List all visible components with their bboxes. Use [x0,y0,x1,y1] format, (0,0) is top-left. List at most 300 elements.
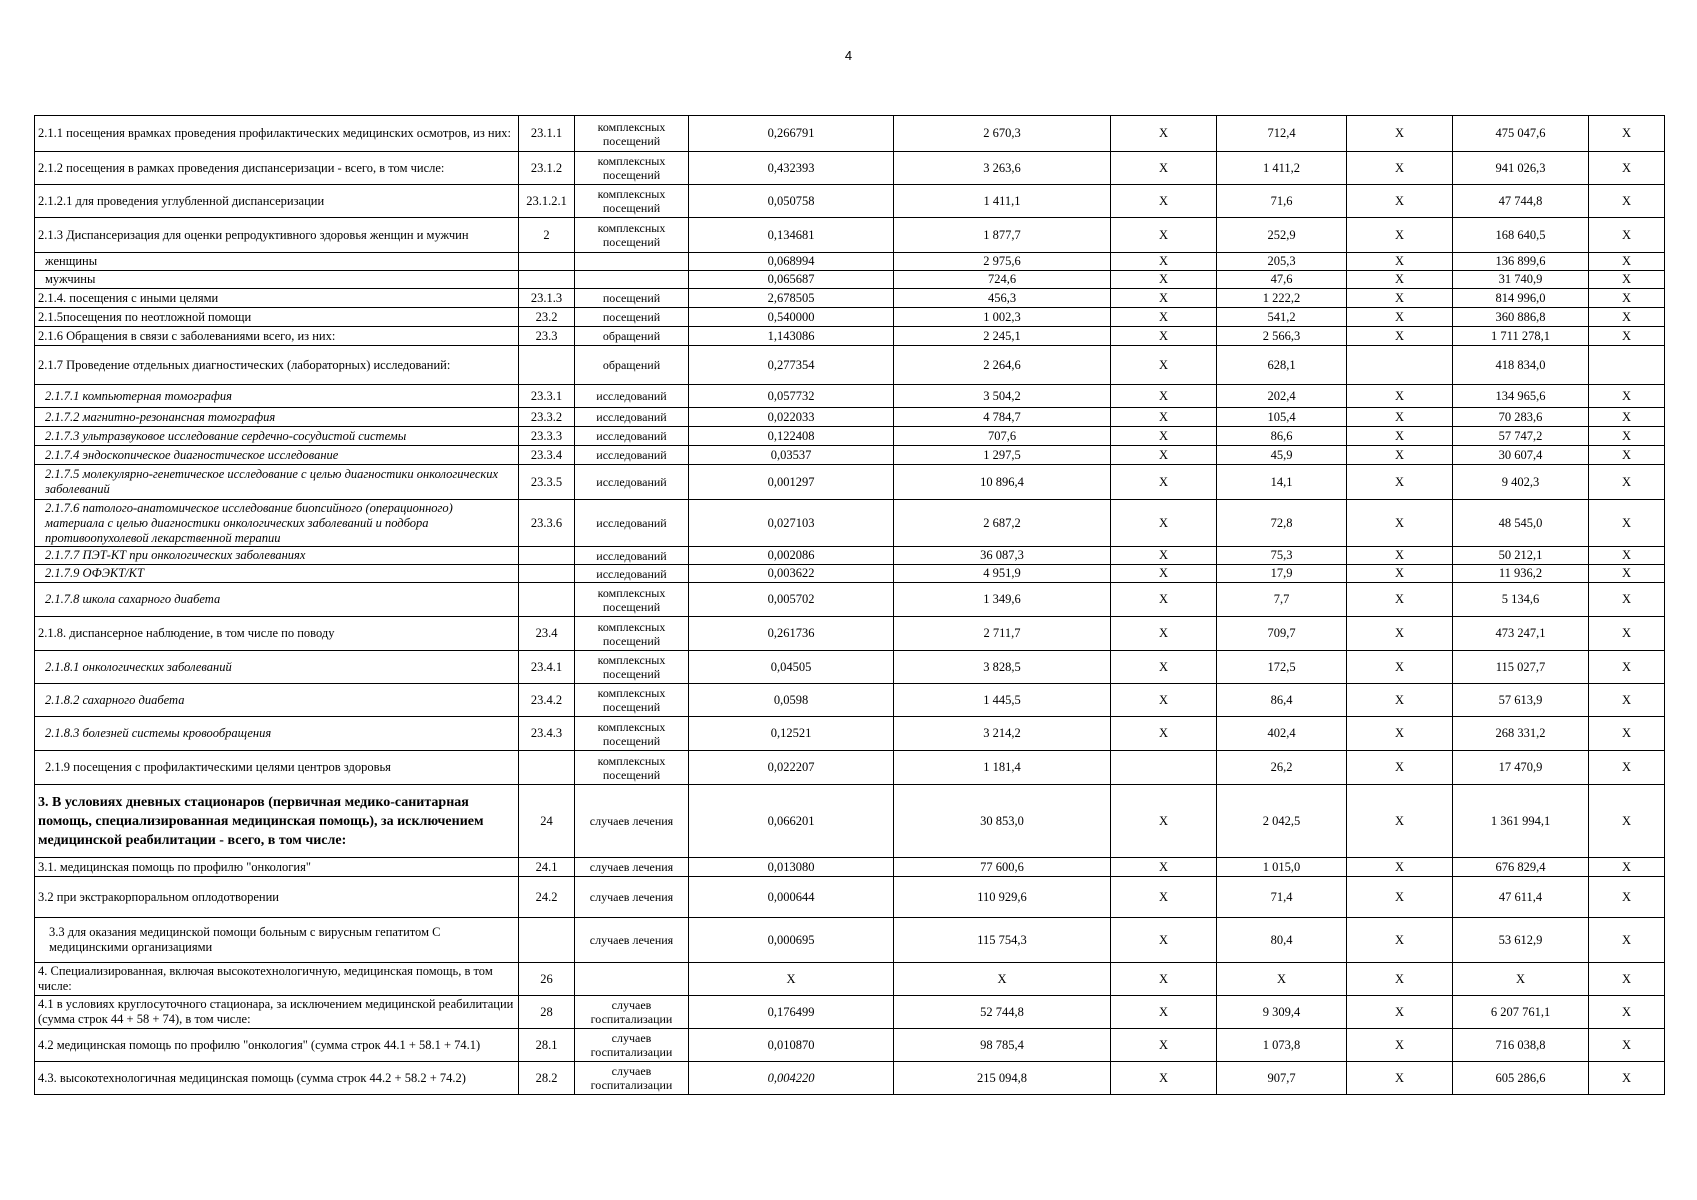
cell-v6: 1 361 994,1 [1453,785,1589,858]
cell-unit: исследований [575,547,689,565]
cell-v4: 17,9 [1217,565,1347,583]
cell-v4: 80,4 [1217,918,1347,963]
cell-code: 23.1.2 [519,152,575,185]
cell-v1: 0,066201 [689,785,894,858]
cell-v5: X [1347,253,1453,271]
cell-v2: 2 245,1 [894,327,1111,346]
cell-v6: 17 470,9 [1453,751,1589,785]
cell-v1: 0,068994 [689,253,894,271]
cell-v1: 0,540000 [689,308,894,327]
cell-v6: 676 829,4 [1453,858,1589,877]
cell-v2: 115 754,3 [894,918,1111,963]
cell-v4: 47,6 [1217,271,1347,289]
cell-code: 23.2 [519,308,575,327]
cell-unit: комплексных посещений [575,185,689,218]
cell-v6: 941 026,3 [1453,152,1589,185]
cell-v5: X [1347,271,1453,289]
table-row [35,308,1665,327]
cell-unit: исследований [575,565,689,583]
cell-unit [575,271,689,289]
table-row [35,152,1665,185]
cell-v4: 71,6 [1217,185,1347,218]
cell-v3: X [1111,547,1217,565]
cell-name: 2.1.7.8 школа сахарного диабета [35,583,519,617]
cell-v3: X [1111,617,1217,651]
cell-v1: 0,261736 [689,617,894,651]
cell-v7: X [1589,547,1665,565]
cell-v4: 172,5 [1217,651,1347,684]
cell-v2: 707,6 [894,427,1111,446]
cell-v6: 57 613,9 [1453,684,1589,717]
cell-v4: 628,1 [1217,346,1347,385]
cell-code: 24.1 [519,858,575,877]
cell-unit [575,253,689,271]
table-row [35,427,1665,446]
cell-v2: 3 214,2 [894,717,1111,751]
cell-v3: X [1111,152,1217,185]
cell-code: 26 [519,963,575,996]
cell-code: 23.1.2.1 [519,185,575,218]
cell-unit: исследований [575,465,689,500]
cell-unit: комплексных посещений [575,218,689,253]
cell-v3: X [1111,289,1217,308]
table-row [35,684,1665,717]
cell-v4: 45,9 [1217,446,1347,465]
cell-name: 2.1.2 посещения в рамках проведения диспансеризации - всего, в том числе: [35,152,519,185]
cell-name: 2.1.9 посещения с профилактическими целями центров здоровья [35,751,519,785]
cell-v2: 724,6 [894,271,1111,289]
cell-code: 23.4.1 [519,651,575,684]
cell-v5: X [1347,996,1453,1029]
cell-code: 24.2 [519,877,575,918]
cell-unit: случаев госпитализации [575,1062,689,1095]
cell-v3: X [1111,465,1217,500]
cell-code: 23.3.1 [519,385,575,408]
cell-v1: 0,134681 [689,218,894,253]
cell-v5: X [1347,617,1453,651]
cell-v5: X [1347,408,1453,427]
cell-v7: X [1589,253,1665,271]
cell-v3: X [1111,308,1217,327]
cell-v2: 1 181,4 [894,751,1111,785]
cell-v7: X [1589,308,1665,327]
cell-name: 4.2 медицинская помощь по профилю "онкология" (сумма строк 44.1 + 58.1 + 74.1) [35,1029,519,1062]
cell-v3: X [1111,785,1217,858]
cell-v1: 0,04505 [689,651,894,684]
cell-v4: 26,2 [1217,751,1347,785]
cell-unit: посещений [575,308,689,327]
cell-v5: X [1347,565,1453,583]
cell-name: 3.3 для оказания медицинской помощи больным с вирусным гепатитом С медицинскими организациями [35,918,519,963]
cell-unit: комплексных посещений [575,717,689,751]
cell-unit: комплексных посещений [575,583,689,617]
cell-v7: X [1589,684,1665,717]
cell-name: 2.1.7.5 молекулярно-генетическое исследование с целью диагностики онкологических заболеваний [35,465,519,500]
cell-v7: X [1589,963,1665,996]
cell-v2: 52 744,8 [894,996,1111,1029]
cell-v7: X [1589,996,1665,1029]
cell-code: 28.1 [519,1029,575,1062]
cell-v3: X [1111,565,1217,583]
cell-v2: 1 349,6 [894,583,1111,617]
cell-v6: 70 283,6 [1453,408,1589,427]
cell-v5: X [1347,308,1453,327]
cell-code: 23.3 [519,327,575,346]
cell-v5: X [1347,327,1453,346]
cell-v7: X [1589,289,1665,308]
cell-v1: 0,277354 [689,346,894,385]
cell-unit: исследований [575,427,689,446]
cell-name: 2.1.8. диспансерное наблюдение, в том числе по поводу [35,617,519,651]
cell-v5: X [1347,684,1453,717]
data-table [34,115,1665,1095]
cell-v3: X [1111,218,1217,253]
cell-name: 2.1.7.6 патолого-анатомическое исследование биопсийного (операционного) материала с целью диагностики онкологических заболеваний и подбора противоопухолевой лекарственной терапии [35,500,519,547]
cell-code: 23.3.4 [519,446,575,465]
table-row [35,547,1665,565]
cell-v6: X [1453,963,1589,996]
table-row [35,996,1665,1029]
cell-v1: 0,022207 [689,751,894,785]
cell-name: мужчины [35,271,519,289]
cell-v3: X [1111,346,1217,385]
cell-v6: 134 965,6 [1453,385,1589,408]
table-row [35,1062,1665,1095]
cell-v4: 2 566,3 [1217,327,1347,346]
cell-code [519,346,575,385]
cell-unit: комплексных посещений [575,116,689,152]
cell-v5: X [1347,446,1453,465]
cell-unit: случаев госпитализации [575,1029,689,1062]
cell-v5: X [1347,1062,1453,1095]
cell-unit: исследований [575,446,689,465]
cell-v7: X [1589,152,1665,185]
table-row [35,651,1665,684]
cell-v4: 907,7 [1217,1062,1347,1095]
cell-v1: 0,000695 [689,918,894,963]
table-row [35,271,1665,289]
cell-v3: X [1111,253,1217,271]
cell-v1: 0,03537 [689,446,894,465]
cell-v5: X [1347,500,1453,547]
cell-v3: X [1111,1062,1217,1095]
cell-v3: X [1111,385,1217,408]
cell-v4: 14,1 [1217,465,1347,500]
cell-v7: X [1589,651,1665,684]
cell-v5: X [1347,785,1453,858]
cell-v1: 0,0598 [689,684,894,717]
cell-v6: 268 331,2 [1453,717,1589,751]
cell-v3: X [1111,500,1217,547]
cell-v1: 0,065687 [689,271,894,289]
cell-name: 2.1.3 Диспансеризация для оценки репродуктивного здоровья женщин и мужчин [35,218,519,253]
cell-v6: 11 936,2 [1453,565,1589,583]
cell-v3: X [1111,408,1217,427]
cell-code: 23.4.2 [519,684,575,717]
cell-v7: X [1589,271,1665,289]
cell-v6: 473 247,1 [1453,617,1589,651]
cell-name: 2.1.7.2 магнитно-резонансная томография [35,408,519,427]
cell-v7: X [1589,446,1665,465]
cell-code: 23.4 [519,617,575,651]
cell-v7: X [1589,617,1665,651]
table-row [35,717,1665,751]
table-row [35,963,1665,996]
cell-code: 23.3.2 [519,408,575,427]
cell-v4: X [1217,963,1347,996]
cell-v3: X [1111,271,1217,289]
cell-v1: 0,022033 [689,408,894,427]
cell-unit: случаев лечения [575,785,689,858]
cell-unit: случаев госпитализации [575,996,689,1029]
cell-name: 3.2 при экстракорпоральном оплодотворении [35,877,519,918]
cell-v7: X [1589,465,1665,500]
cell-v2: 1 877,7 [894,218,1111,253]
cell-v6: 716 038,8 [1453,1029,1589,1062]
cell-v1: 0,010870 [689,1029,894,1062]
cell-v4: 71,4 [1217,877,1347,918]
cell-name: 2.1.8.1 онкологических заболеваний [35,651,519,684]
cell-unit: обращений [575,346,689,385]
cell-unit: комплексных посещений [575,751,689,785]
cell-v2: 456,3 [894,289,1111,308]
cell-code [519,547,575,565]
cell-unit: обращений [575,327,689,346]
cell-v4: 2 042,5 [1217,785,1347,858]
cell-unit: случаев лечения [575,918,689,963]
cell-v2: 36 087,3 [894,547,1111,565]
cell-v3: X [1111,684,1217,717]
cell-v1: 0,027103 [689,500,894,547]
cell-v6: 5 134,6 [1453,583,1589,617]
cell-name: 2.1.4. посещения с иными целями [35,289,519,308]
cell-v1: 0,003622 [689,565,894,583]
page-number: 4 [844,48,853,63]
cell-v3: X [1111,996,1217,1029]
cell-v6: 30 607,4 [1453,446,1589,465]
cell-code: 23.3.6 [519,500,575,547]
cell-v6: 57 747,2 [1453,427,1589,446]
cell-v2: 2 687,2 [894,500,1111,547]
cell-v4: 1 411,2 [1217,152,1347,185]
cell-code: 2 [519,218,575,253]
cell-v3: X [1111,185,1217,218]
cell-v3: X [1111,583,1217,617]
cell-v2: 2 670,3 [894,116,1111,152]
cell-v4: 252,9 [1217,218,1347,253]
cell-name: 2.1.1 посещения врамках проведения профилактических медицинских осмотров, из них: [35,116,519,152]
cell-v7: X [1589,858,1665,877]
cell-v6: 9 402,3 [1453,465,1589,500]
table-row [35,253,1665,271]
cell-v2: 30 853,0 [894,785,1111,858]
cell-v7: X [1589,918,1665,963]
cell-v6: 814 996,0 [1453,289,1589,308]
cell-name: 3. В условиях дневных стационаров (первичная медико-санитарная помощь, специализированная медицинская помощь), за исключением медицинской реабилитации - всего, в том числе: [35,785,519,858]
cell-v5: X [1347,1029,1453,1062]
cell-v5: X [1347,427,1453,446]
cell-v1: 0,266791 [689,116,894,152]
cell-v2: 2 975,6 [894,253,1111,271]
cell-v7: X [1589,385,1665,408]
cell-v3: X [1111,877,1217,918]
cell-v4: 105,4 [1217,408,1347,427]
cell-v7: X [1589,877,1665,918]
table-row [35,218,1665,253]
cell-v7 [1589,346,1665,385]
cell-name: 3.1. медицинская помощь по профилю "онкология" [35,858,519,877]
cell-v7: X [1589,1062,1665,1095]
cell-v7: X [1589,717,1665,751]
cell-v5: X [1347,717,1453,751]
cell-code: 28.2 [519,1062,575,1095]
table-row [35,918,1665,963]
cell-v7: X [1589,583,1665,617]
cell-v5 [1347,346,1453,385]
cell-v3: X [1111,327,1217,346]
table-row [35,785,1665,858]
cell-v3: X [1111,918,1217,963]
cell-v2: 4 784,7 [894,408,1111,427]
cell-v5: X [1347,152,1453,185]
cell-code [519,751,575,785]
cell-name: 2.1.7.4 эндоскопическое диагностическое исследование [35,446,519,465]
cell-v6: 47 744,8 [1453,185,1589,218]
table-row [35,858,1665,877]
table-row [35,185,1665,218]
cell-v7: X [1589,218,1665,253]
table-row [35,877,1665,918]
cell-v5: X [1347,185,1453,218]
cell-v7: X [1589,785,1665,858]
cell-v4: 541,2 [1217,308,1347,327]
cell-v4: 1 222,2 [1217,289,1347,308]
cell-v3: X [1111,858,1217,877]
cell-v2: 1 411,1 [894,185,1111,218]
cell-unit: комплексных посещений [575,617,689,651]
cell-name: 2.1.2.1 для проведения углубленной диспансеризации [35,185,519,218]
cell-v6: 168 640,5 [1453,218,1589,253]
cell-v2: 110 929,6 [894,877,1111,918]
cell-v4: 202,4 [1217,385,1347,408]
cell-v4: 712,4 [1217,116,1347,152]
cell-code: 23.4.3 [519,717,575,751]
table-row [35,465,1665,500]
cell-v6: 360 886,8 [1453,308,1589,327]
cell-v1: 0,013080 [689,858,894,877]
cell-v2: 215 094,8 [894,1062,1111,1095]
cell-v3: X [1111,446,1217,465]
table-row [35,583,1665,617]
cell-v1: 0,432393 [689,152,894,185]
cell-v3: X [1111,427,1217,446]
cell-v6: 50 212,1 [1453,547,1589,565]
cell-v2: 3 828,5 [894,651,1111,684]
table-body [35,116,1665,1095]
cell-v7: X [1589,185,1665,218]
cell-v4: 7,7 [1217,583,1347,617]
cell-v1: 1,143086 [689,327,894,346]
cell-name: 2.1.7 Проведение отдельных диагностических (лабораторных) исследований: [35,346,519,385]
cell-unit: комплексных посещений [575,651,689,684]
cell-v5: X [1347,465,1453,500]
cell-unit: случаев лечения [575,858,689,877]
table-row [35,327,1665,346]
cell-name: 2.1.7.9 ОФЭКТ/КТ [35,565,519,583]
cell-code [519,565,575,583]
table-row [35,385,1665,408]
cell-v1: 0,12521 [689,717,894,751]
cell-v4: 1 073,8 [1217,1029,1347,1062]
cell-name: женщины [35,253,519,271]
table-row [35,565,1665,583]
cell-v5: X [1347,918,1453,963]
cell-v2: 2 264,6 [894,346,1111,385]
cell-v2: 98 785,4 [894,1029,1111,1062]
cell-name: 2.1.6 Обращения в связи с заболеваниями всего, из них: [35,327,519,346]
cell-name: 2.1.8.2 сахарного диабета [35,684,519,717]
table-row [35,751,1665,785]
cell-v1: 2,678505 [689,289,894,308]
cell-v5: X [1347,116,1453,152]
cell-v5: X [1347,289,1453,308]
cell-v2: 10 896,4 [894,465,1111,500]
cell-v6: 53 612,9 [1453,918,1589,963]
cell-v1: 0,176499 [689,996,894,1029]
cell-v7: X [1589,751,1665,785]
cell-code: 23.1.3 [519,289,575,308]
cell-code: 24 [519,785,575,858]
cell-v5: X [1347,651,1453,684]
cell-v1: 0,002086 [689,547,894,565]
cell-v1: 0,057732 [689,385,894,408]
cell-unit: исследований [575,408,689,427]
cell-v3: X [1111,651,1217,684]
cell-v6: 475 047,6 [1453,116,1589,152]
cell-unit [575,963,689,996]
cell-v6: 136 899,6 [1453,253,1589,271]
cell-name: 4.3. высокотехнологичная медицинская помощь (сумма строк 44.2 + 58.2 + 74.2) [35,1062,519,1095]
cell-v1: 0,050758 [689,185,894,218]
cell-v3: X [1111,1029,1217,1062]
cell-v7: X [1589,408,1665,427]
cell-v2: 77 600,6 [894,858,1111,877]
table-row [35,446,1665,465]
cell-v3: X [1111,717,1217,751]
cell-name: 2.1.7.7 ПЭТ-КТ при онкологических заболеваниях [35,547,519,565]
cell-v2: X [894,963,1111,996]
cell-v4: 1 015,0 [1217,858,1347,877]
cell-v7: X [1589,116,1665,152]
cell-v5: X [1347,218,1453,253]
cell-v5: X [1347,858,1453,877]
cell-v6: 115 027,7 [1453,651,1589,684]
cell-v7: X [1589,1029,1665,1062]
cell-v7: X [1589,427,1665,446]
cell-v6: 418 834,0 [1453,346,1589,385]
cell-v5: X [1347,547,1453,565]
cell-name: 4. Специализированная, включая высокотехнологичную, медицинская помощь, в том числе: [35,963,519,996]
cell-v2: 3 504,2 [894,385,1111,408]
cell-code [519,583,575,617]
cell-name: 2.1.7.3 ультразвуковое исследование сердечно-сосудистой системы [35,427,519,446]
table-row [35,1029,1665,1062]
table-row [35,617,1665,651]
cell-v7: X [1589,565,1665,583]
cell-v6: 6 207 761,1 [1453,996,1589,1029]
cell-unit: случаев лечения [575,877,689,918]
cell-v4: 205,3 [1217,253,1347,271]
